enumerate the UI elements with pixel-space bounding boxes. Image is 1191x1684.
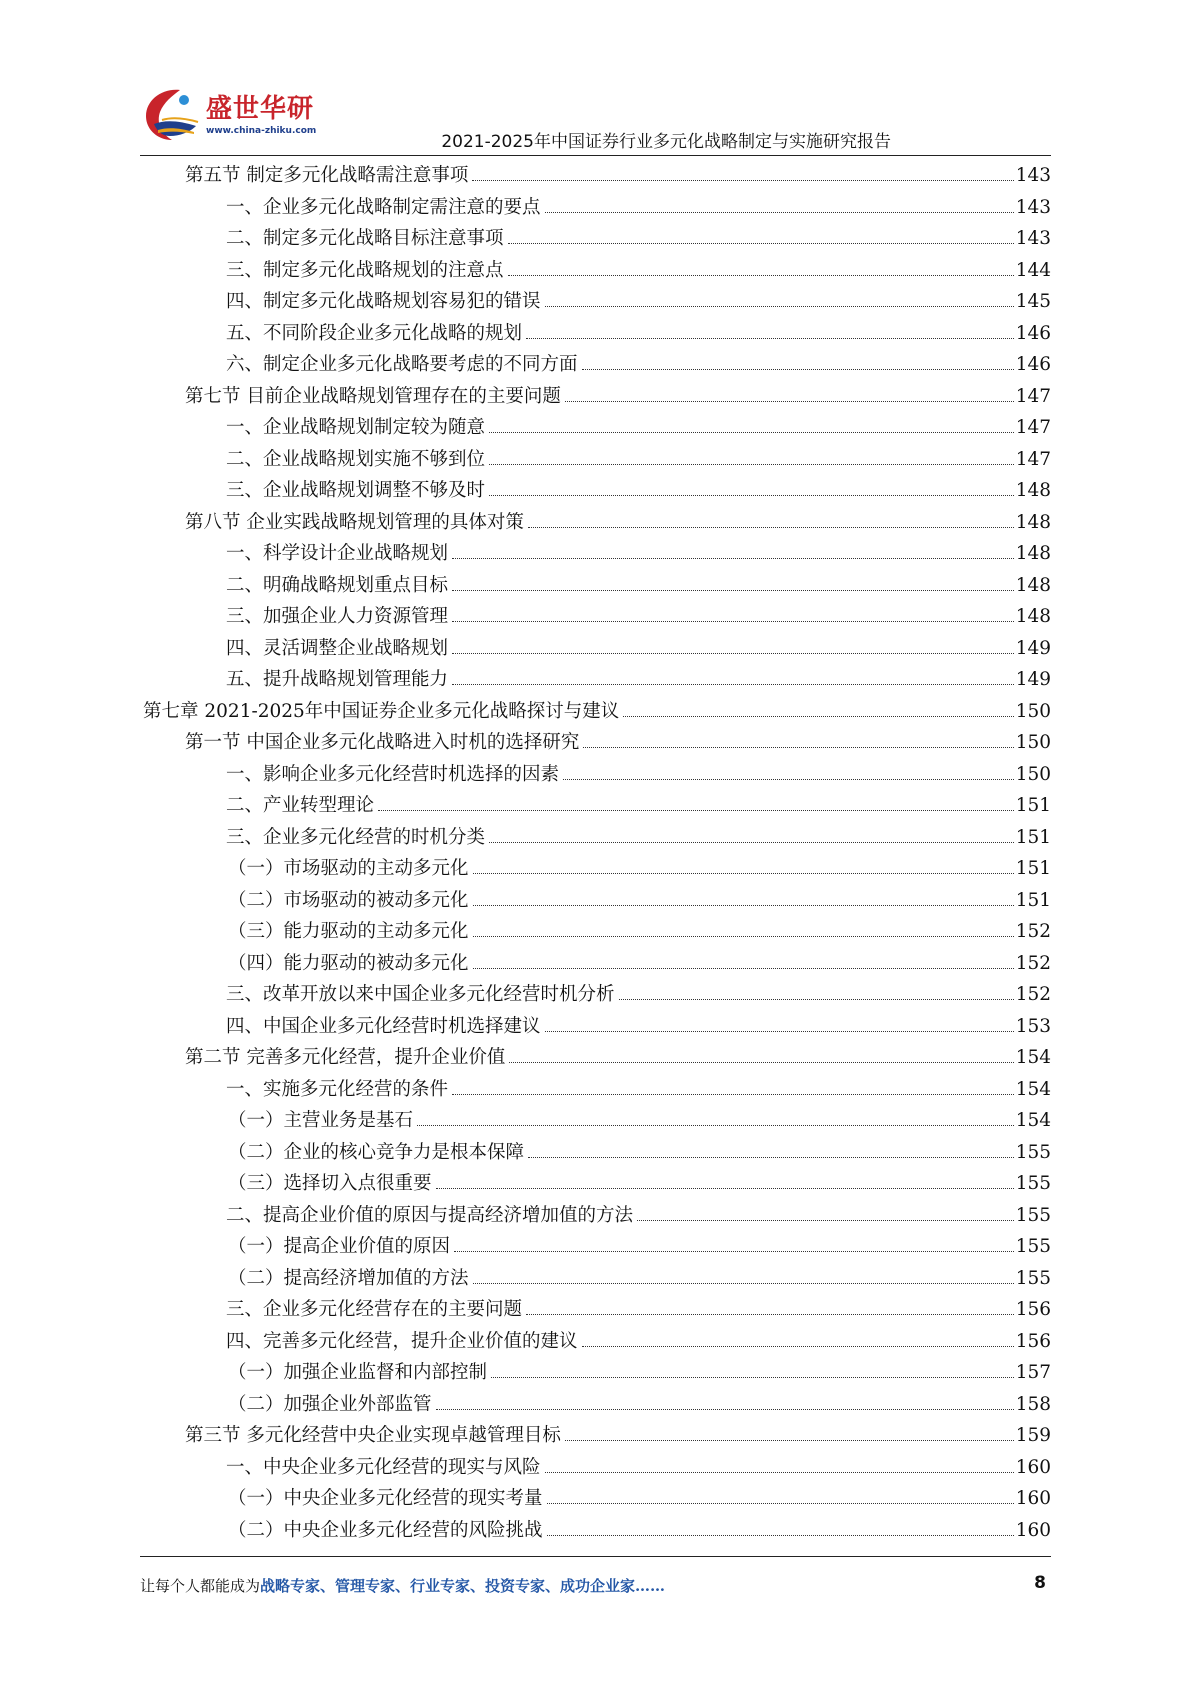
toc-entry-title: 第七节 目前企业战略规划管理存在的主要问题 xyxy=(185,385,561,407)
toc-entry[interactable] xyxy=(140,1011,1051,1043)
toc-entry-title: （一）市场驱动的主动多元化 xyxy=(228,858,469,879)
dot-leader xyxy=(452,653,1014,654)
toc-entry-title: 第二节 完善多元化经营，提升企业价值 xyxy=(185,1047,506,1068)
toc-entry-page: 156 xyxy=(1015,1330,1051,1352)
toc-entry[interactable] xyxy=(140,601,1051,633)
table-of-contents xyxy=(140,160,1051,1546)
toc-entry[interactable] xyxy=(140,885,1051,917)
dot-leader xyxy=(417,1125,1014,1126)
toc-entry-page: 154 xyxy=(1015,1110,1051,1131)
toc-entry[interactable] xyxy=(140,1168,1051,1200)
toc-entry-page: 143 xyxy=(1015,165,1051,186)
report-title: 2021-2025年中国证券行业多元化战略制定与实施研究报告 xyxy=(441,132,891,152)
toc-entry-title: 第一节 中国企业多元化战略进入时机的选择研究 xyxy=(185,732,580,753)
toc-entry-page: 154 xyxy=(1015,1078,1051,1100)
toc-entry-page: 150 xyxy=(1015,763,1051,785)
dot-leader xyxy=(473,968,1014,969)
toc-entry[interactable] xyxy=(140,1452,1051,1484)
dot-leader xyxy=(489,432,1014,433)
toc-entry-page: 158 xyxy=(1015,1393,1051,1415)
toc-entry[interactable] xyxy=(140,1389,1051,1421)
toc-entry[interactable] xyxy=(140,1326,1051,1358)
toc-entry-title: 一、中央企业多元化经营的现实与风险 xyxy=(226,1456,541,1478)
toc-entry-title: 三、企业多元化经营的时机分类 xyxy=(226,826,486,848)
toc-entry[interactable] xyxy=(140,759,1051,791)
dot-leader xyxy=(472,180,1013,181)
toc-entry[interactable] xyxy=(140,507,1051,539)
toc-entry[interactable] xyxy=(140,538,1051,570)
toc-entry[interactable] xyxy=(140,853,1051,885)
toc-entry[interactable] xyxy=(140,1074,1051,1106)
toc-entry-title: （三）能力驱动的主动多元化 xyxy=(228,921,469,942)
dot-leader xyxy=(452,590,1014,591)
dot-leader xyxy=(637,1220,1014,1221)
toc-entry-page: 143 xyxy=(1015,196,1051,218)
toc-entry-page: 147 xyxy=(1015,417,1051,438)
toc-entry[interactable] xyxy=(140,318,1051,350)
toc-entry-title: 四、灵活调整企业战略规划 xyxy=(226,637,449,659)
dot-leader xyxy=(452,621,1014,622)
toc-entry-page: 151 xyxy=(1015,858,1051,879)
dot-leader xyxy=(473,873,1014,874)
dot-leader xyxy=(509,1062,1013,1063)
page-number: 8 xyxy=(1034,1573,1046,1593)
toc-entry-page: 155 xyxy=(1015,1173,1051,1194)
toc-entry-title: 三、企业多元化经营存在的主要问题 xyxy=(226,1299,523,1320)
toc-entry-page: 156 xyxy=(1015,1299,1051,1320)
toc-entry-title: 六、制定企业多元化战略要考虑的不同方面 xyxy=(226,354,578,375)
toc-entry-page: 150 xyxy=(1015,732,1051,753)
dot-leader xyxy=(489,495,1014,496)
footer-slogan xyxy=(140,1575,665,1596)
toc-entry[interactable] xyxy=(140,1294,1051,1326)
toc-entry[interactable] xyxy=(140,948,1051,980)
toc-entry-title: 三、企业战略规划调整不够及时 xyxy=(226,480,486,501)
toc-entry-page: 151 xyxy=(1015,795,1051,816)
dot-leader xyxy=(489,842,1014,843)
toc-entry-title: 四、制定多元化战略规划容易犯的错误 xyxy=(226,291,541,312)
dot-leader xyxy=(436,1409,1014,1410)
toc-entry-title: （二）中央企业多元化经营的风险挑战 xyxy=(228,1519,543,1541)
toc-entry[interactable] xyxy=(140,1483,1051,1515)
toc-entry-page: 153 xyxy=(1015,1015,1051,1037)
toc-entry-title: （一）主营业务是基石 xyxy=(228,1110,414,1131)
toc-entry-page: 150 xyxy=(1015,700,1051,722)
toc-entry-page: 146 xyxy=(1015,322,1051,344)
toc-entry-page: 160 xyxy=(1015,1456,1051,1478)
toc-entry-page: 155 xyxy=(1015,1267,1051,1289)
toc-entry-title: 三、制定多元化战略规划的注意点 xyxy=(226,259,504,281)
toc-entry-page: 155 xyxy=(1015,1141,1051,1163)
toc-entry[interactable] xyxy=(140,286,1051,318)
toc-entry[interactable] xyxy=(140,160,1051,192)
toc-entry[interactable] xyxy=(140,1200,1051,1232)
dot-leader xyxy=(473,936,1014,937)
toc-entry-page: 154 xyxy=(1015,1047,1051,1068)
toc-entry-title: （一）提高企业价值的原因 xyxy=(228,1236,451,1257)
toc-entry-title: 四、中国企业多元化经营时机选择建议 xyxy=(226,1015,541,1037)
toc-entry-page: 160 xyxy=(1015,1519,1051,1541)
toc-entry-title: 二、制定多元化战略目标注意事项 xyxy=(226,228,504,249)
toc-entry-title: （四）能力驱动的被动多元化 xyxy=(228,952,469,974)
logo-emblem-icon xyxy=(140,84,206,146)
toc-entry-title: 一、企业多元化战略制定需注意的要点 xyxy=(226,196,541,218)
toc-entry[interactable] xyxy=(140,1420,1051,1452)
dot-leader xyxy=(528,1157,1014,1158)
dot-leader xyxy=(436,1188,1014,1189)
toc-entry-title: 第五节 制定多元化战略需注意事项 xyxy=(185,165,469,186)
toc-entry[interactable] xyxy=(140,633,1051,665)
toc-entry-page: 145 xyxy=(1015,291,1051,312)
company-logo xyxy=(140,84,320,146)
dot-leader xyxy=(545,212,1014,213)
toc-entry-title: 三、加强企业人力资源管理 xyxy=(226,606,449,627)
toc-entry[interactable] xyxy=(140,822,1051,854)
logo-name: 盛世华研 xyxy=(206,94,315,124)
toc-entry[interactable] xyxy=(140,979,1051,1011)
dot-leader xyxy=(378,810,1014,811)
toc-entry-title: 一、实施多元化经营的条件 xyxy=(226,1078,449,1100)
toc-entry[interactable] xyxy=(140,570,1051,602)
toc-entry-page: 149 xyxy=(1015,637,1051,659)
toc-entry[interactable] xyxy=(140,1137,1051,1169)
toc-entry-title: 三、改革开放以来中国企业多元化经营时机分析 xyxy=(226,984,615,1005)
toc-entry-title: （一）中央企业多元化经营的现实考量 xyxy=(228,1488,543,1509)
toc-entry-page: 148 xyxy=(1015,606,1051,627)
dot-leader xyxy=(565,401,1014,402)
toc-entry-title: 二、企业战略规划实施不够到位 xyxy=(226,448,486,470)
toc-entry-title: 五、不同阶段企业多元化战略的规划 xyxy=(226,322,523,344)
toc-entry[interactable] xyxy=(140,349,1051,381)
toc-entry-page: 147 xyxy=(1015,385,1051,407)
toc-entry-title: 一、科学设计企业战略规划 xyxy=(226,543,449,564)
dot-leader xyxy=(547,1535,1014,1536)
dot-leader xyxy=(545,1031,1014,1032)
dot-leader xyxy=(563,779,1014,780)
dot-leader xyxy=(473,905,1014,906)
toc-entry-title: （二）市场驱动的被动多元化 xyxy=(228,889,469,911)
toc-entry[interactable] xyxy=(140,192,1051,224)
toc-entry[interactable] xyxy=(140,255,1051,287)
dot-leader xyxy=(452,558,1014,559)
toc-entry-page: 152 xyxy=(1015,952,1051,974)
toc-entry-title: （二）提高经济增加值的方法 xyxy=(228,1267,469,1289)
toc-entry[interactable] xyxy=(140,727,1051,759)
toc-entry[interactable] xyxy=(140,1105,1051,1137)
dot-leader xyxy=(582,1346,1014,1347)
toc-entry-title: 第三节 多元化经营中央企业实现卓越管理目标 xyxy=(185,1425,561,1446)
toc-entry-title: 二、明确战略规划重点目标 xyxy=(226,574,449,596)
toc-entry-title: 二、提高企业价值的原因与提高经济增加值的方法 xyxy=(226,1204,634,1226)
toc-entry-page: 152 xyxy=(1015,984,1051,1005)
dot-leader xyxy=(583,747,1013,748)
toc-entry[interactable] xyxy=(140,1042,1051,1074)
toc-entry[interactable] xyxy=(140,444,1051,476)
toc-entry-page: 147 xyxy=(1015,448,1051,470)
toc-entry[interactable] xyxy=(140,381,1051,413)
dot-leader xyxy=(489,464,1014,465)
toc-entry-page: 151 xyxy=(1015,889,1051,911)
toc-entry-title: 二、产业转型理论 xyxy=(226,795,375,816)
dot-leader xyxy=(619,999,1014,1000)
toc-entry-page: 157 xyxy=(1015,1362,1051,1383)
dot-leader xyxy=(528,527,1014,528)
toc-entry-page: 152 xyxy=(1015,921,1051,942)
dot-leader xyxy=(582,369,1014,370)
toc-entry-page: 155 xyxy=(1015,1204,1051,1226)
toc-entry[interactable] xyxy=(140,412,1051,444)
toc-entry[interactable] xyxy=(140,1515,1051,1547)
toc-entry-page: 148 xyxy=(1015,574,1051,596)
toc-entry-title: （二）加强企业外部监管 xyxy=(228,1393,432,1415)
toc-entry[interactable] xyxy=(140,223,1051,255)
toc-entry[interactable] xyxy=(140,1357,1051,1389)
dot-leader xyxy=(545,1472,1014,1473)
logo-url: www.china-zhiku.com xyxy=(206,126,317,136)
dot-leader xyxy=(491,1377,1014,1378)
toc-entry-page: 160 xyxy=(1015,1488,1051,1509)
toc-entry-page: 143 xyxy=(1015,228,1051,249)
dot-leader xyxy=(508,275,1014,276)
dot-leader xyxy=(526,1314,1014,1315)
dot-leader xyxy=(545,306,1014,307)
dot-leader xyxy=(473,1283,1014,1284)
dot-leader xyxy=(623,716,1013,717)
toc-entry[interactable] xyxy=(140,1263,1051,1295)
dot-leader xyxy=(526,338,1014,339)
header-divider xyxy=(140,155,1051,156)
dot-leader xyxy=(454,1251,1014,1252)
toc-entry-title: （一）加强企业监督和内部控制 xyxy=(228,1362,488,1383)
dot-leader xyxy=(565,1440,1014,1441)
toc-entry-page: 148 xyxy=(1015,543,1051,564)
toc-entry-title: 一、企业战略规划制定较为随意 xyxy=(226,417,486,438)
toc-entry-title: 第七章 2021-2025年中国证券企业多元化战略探讨与建议 xyxy=(143,700,620,722)
toc-entry[interactable] xyxy=(140,696,1051,728)
toc-entry-page: 148 xyxy=(1015,480,1051,501)
toc-entry[interactable] xyxy=(140,664,1051,696)
toc-entry[interactable] xyxy=(140,790,1051,822)
slogan-roles: 战略专家、管理专家、行业专家、投资专家、成功企业家…… xyxy=(260,1577,666,1595)
toc-entry-title: 一、影响企业多元化经营时机选择的因素 xyxy=(226,763,560,785)
dot-leader xyxy=(452,1094,1014,1095)
toc-entry-page: 144 xyxy=(1015,259,1051,281)
dot-leader xyxy=(547,1503,1014,1504)
toc-entry-title: 五、提升战略规划管理能力 xyxy=(226,669,449,690)
footer-divider xyxy=(140,1556,1051,1557)
toc-entry-title: （三）选择切入点很重要 xyxy=(228,1173,432,1194)
dot-leader xyxy=(508,243,1014,244)
toc-entry-page: 159 xyxy=(1015,1425,1051,1446)
dot-leader xyxy=(452,684,1014,685)
page-header xyxy=(0,0,1191,160)
toc-entry-title: （二）企业的核心竞争力是根本保障 xyxy=(228,1141,525,1163)
toc-entry-page: 151 xyxy=(1015,826,1051,848)
toc-entry-page: 155 xyxy=(1015,1236,1051,1257)
toc-entry-title: 第八节 企业实践战略规划管理的具体对策 xyxy=(185,511,524,533)
toc-entry-page: 146 xyxy=(1015,354,1051,375)
toc-entry-title: 四、完善多元化经营，提升企业价值的建议 xyxy=(226,1330,578,1352)
toc-entry[interactable] xyxy=(140,475,1051,507)
toc-entry-page: 148 xyxy=(1015,511,1051,533)
toc-entry-page: 149 xyxy=(1015,669,1051,690)
toc-entry[interactable] xyxy=(140,916,1051,948)
slogan-prefix: 让每个人都能成为 xyxy=(140,1577,261,1595)
toc-entry[interactable] xyxy=(140,1231,1051,1263)
